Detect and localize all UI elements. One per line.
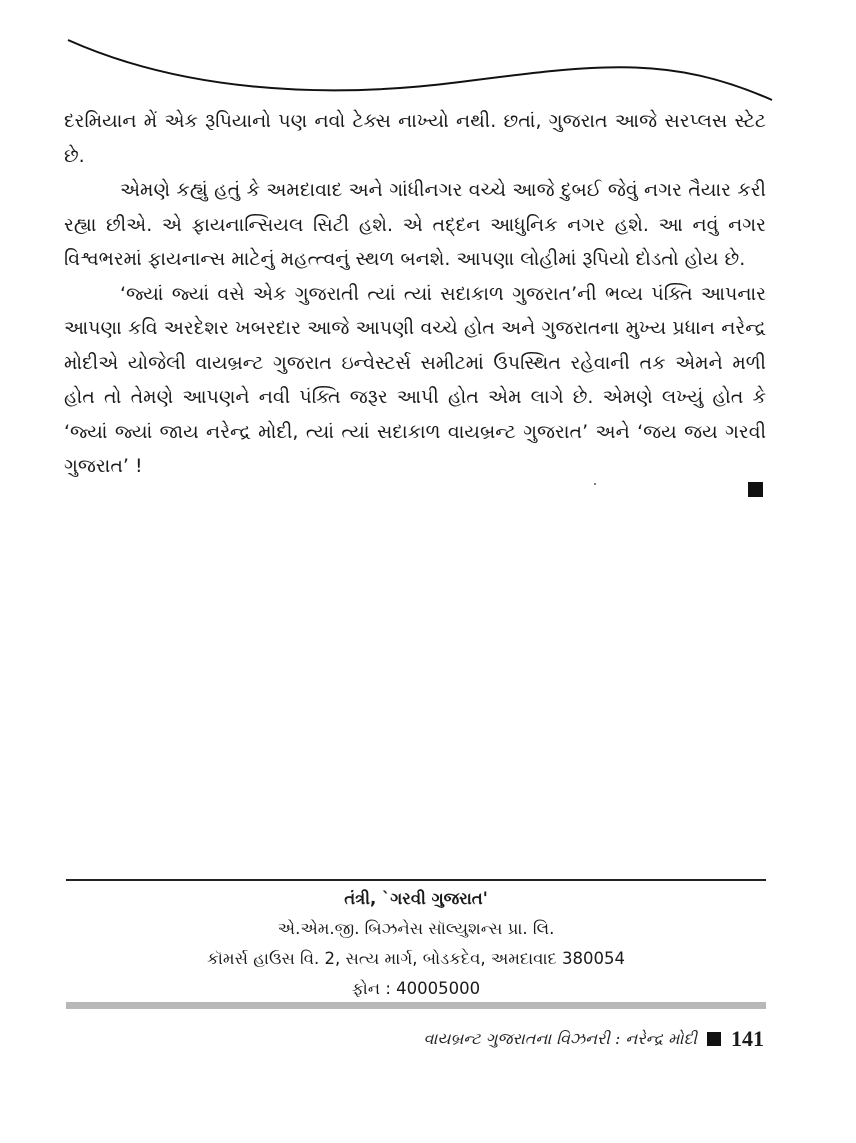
footer-gray-rule	[66, 1002, 766, 1009]
company-line: એ.એમ.જી. બિઝનેસ સૉલ્યુશન્સ પ્રા. લિ.	[277, 919, 555, 938]
editor-line: તંત્રી, `ગરવી ગુજરાત'	[344, 889, 488, 908]
address-line: કૉમર્સ હાઉસ વિ. 2, સત્ય માર્ગ, બોડકદેવ, અમદાવાદ 380054	[207, 949, 625, 968]
footer-square-mark	[707, 1032, 721, 1046]
paragraph-continued: દરમિયાન મેં એક રૂપિયાનો પણ નવો ટેક્સ નાખ્યો નથી. છતાં, ગુજરાત આજે સરપ્લસ સ્ટેટ છે.	[64, 110, 766, 167]
publisher-info	[66, 884, 766, 1004]
footer-top-rule	[66, 879, 766, 881]
decorative-header-curve	[60, 30, 780, 110]
paragraph-vibrant-gujarat: ‘જ્યાં જ્યાં વસે એક ગુજરાતી ત્યાં ત્યાં સદાકાળ ગુજરાત’ની ભવ્ય પંક્તિ આપનાર આપણા કવિ અરદેશર ખબરદાર આજે આપણી વચ્ચે હોત અને ગુજરાતના મુખ્ય પ્રધાન નરેન્દ્ર મોદીએ યોજેલી વાયબ્રન્ટ ગુજરાત ઇન્વેસ્ટર્સ સમીટમાં ઉપસ્થિત રહેવાની તક એમને મળી હોત તો તેમણે આપણને નવી પંક્તિ જરૂર આપી હોત એમ લાગે છે. એમણે લખ્યું હોત કે ‘જ્યાં જ્યાં જાય નરેન્દ્ર મોદી, ત્યાં ત્યાં સદાકાળ વાયબ્રન્ટ ગુજરાત’ અને ‘જય જય ગરવી ગુજરાત’ !	[64, 282, 766, 477]
stray-dot	[594, 483, 596, 485]
paragraph-financial-city: એમણે કહ્યું હતું કે અમદાવાદ અને ગાંધીનગર વચ્ચે આજે દુબઈ જેવું નગર તૈયાર કરી રહ્યા છીએ. એ ફાયનાન્સિયલ સિટી હશે. એ તદ્દન આધુનિક નગર હશે. આ નવું નગર વિશ્વભરમાં ફાયનાન્સ માટેનું મહત્ત્વનું સ્થળ બનશે. આપણા લોહીમાં રૂપિયો દોડતો હોય છે.	[64, 179, 766, 270]
running-footer	[423, 1024, 764, 1054]
end-of-article-mark	[748, 482, 763, 497]
phone-line: ફોન : 40005000	[351, 979, 481, 998]
book-title: વાયબ્રન્ટ ગુજરાતના વિઝનરી : નરેન્દ્ર મોદી	[423, 1029, 697, 1048]
article-body	[64, 104, 766, 484]
page-number: 141	[731, 1026, 764, 1051]
